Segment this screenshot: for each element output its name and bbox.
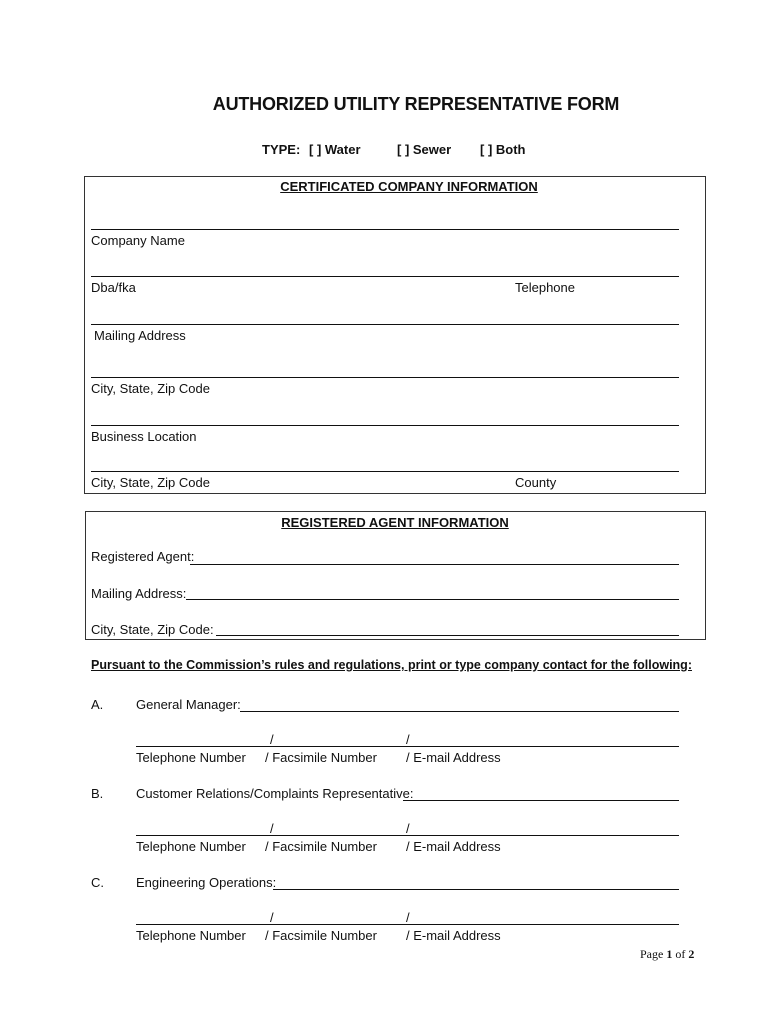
customer-relations-contact-line[interactable] bbox=[136, 835, 679, 836]
business-location-line[interactable] bbox=[91, 425, 679, 426]
facsimile-number-label: / Facsimile Number bbox=[265, 839, 377, 854]
contact-b-letter: B. bbox=[91, 786, 104, 801]
general-manager-label: General Manager: bbox=[136, 697, 241, 712]
telephone-label: Telephone bbox=[515, 280, 575, 295]
agent-info-header: REGISTERED AGENT INFORMATION bbox=[281, 515, 509, 530]
dba-line[interactable] bbox=[91, 276, 679, 277]
company-name-line[interactable] bbox=[91, 229, 679, 230]
telephone-number-label: Telephone Number bbox=[136, 928, 246, 943]
company-name-label: Company Name bbox=[91, 233, 185, 248]
agent-mailing-address-label: Mailing Address: bbox=[91, 586, 187, 601]
form-title: AUTHORIZED UTILITY REPRESENTATIVE FORM bbox=[212, 94, 620, 114]
telephone-number-label: Telephone Number bbox=[136, 750, 246, 765]
agent-city-state-zip-label: City, State, Zip Code: bbox=[91, 622, 214, 637]
type-sewer-checkbox[interactable]: [ ] Sewer bbox=[397, 142, 452, 157]
city-state-zip-label-2: City, State, Zip Code bbox=[91, 475, 210, 490]
facsimile-number-label: / Facsimile Number bbox=[265, 750, 377, 765]
county-label: County bbox=[515, 475, 557, 490]
general-manager-contact-line[interactable] bbox=[136, 746, 679, 747]
mailing-address-line[interactable] bbox=[91, 324, 679, 325]
engineering-operations-line[interactable] bbox=[273, 889, 679, 890]
general-manager-line[interactable] bbox=[240, 711, 679, 712]
registered-agent-line[interactable] bbox=[190, 564, 679, 565]
customer-relations-label: Customer Relations/Complaints Representative: bbox=[136, 786, 414, 801]
slash-separator: / bbox=[270, 910, 274, 925]
telephone-number-label: Telephone Number bbox=[136, 839, 246, 854]
contact-c-letter: C. bbox=[91, 875, 104, 890]
total-pages: 2 bbox=[688, 947, 695, 961]
slash-separator: / bbox=[406, 821, 410, 836]
agent-city-state-zip-line[interactable] bbox=[216, 635, 679, 636]
page-of: of bbox=[672, 947, 689, 961]
email-address-label: / E-mail Address bbox=[406, 928, 501, 943]
customer-relations-line[interactable] bbox=[403, 800, 679, 801]
slash-separator: / bbox=[270, 821, 274, 836]
contact-a-letter: A. bbox=[91, 697, 104, 712]
slash-separator: / bbox=[270, 732, 274, 747]
city-state-zip-line-1[interactable] bbox=[91, 377, 679, 378]
current-page: 1 bbox=[666, 947, 673, 961]
agent-mailing-address-line[interactable] bbox=[186, 599, 679, 600]
email-address-label: / E-mail Address bbox=[406, 839, 501, 854]
facsimile-number-label: / Facsimile Number bbox=[265, 928, 377, 943]
agent-info-box bbox=[85, 511, 706, 640]
dba-label: Dba/fka bbox=[91, 280, 136, 295]
engineering-operations-label: Engineering Operations: bbox=[136, 875, 277, 890]
slash-separator: / bbox=[406, 910, 410, 925]
pursuant-statement: Pursuant to the Commission’s rules and regulations, print or type company contact for the following: bbox=[91, 658, 692, 672]
city-state-zip-line-2[interactable] bbox=[91, 471, 679, 472]
slash-separator: / bbox=[406, 732, 410, 747]
type-both-checkbox[interactable]: [ ] Both bbox=[480, 142, 526, 157]
engineering-operations-contact-line[interactable] bbox=[136, 924, 679, 925]
registered-agent-label: Registered Agent: bbox=[91, 549, 195, 564]
business-location-label: Business Location bbox=[91, 429, 197, 444]
company-info-header: CERTIFICATED COMPANY INFORMATION bbox=[280, 179, 538, 194]
type-water-checkbox[interactable]: [ ] Water bbox=[309, 142, 361, 157]
type-label: TYPE: bbox=[262, 142, 301, 157]
page-number bbox=[640, 947, 694, 962]
email-address-label: / E-mail Address bbox=[406, 750, 501, 765]
page-prefix: Page bbox=[640, 947, 667, 961]
city-state-zip-label-1: City, State, Zip Code bbox=[91, 381, 210, 396]
mailing-address-label: Mailing Address bbox=[94, 328, 186, 343]
